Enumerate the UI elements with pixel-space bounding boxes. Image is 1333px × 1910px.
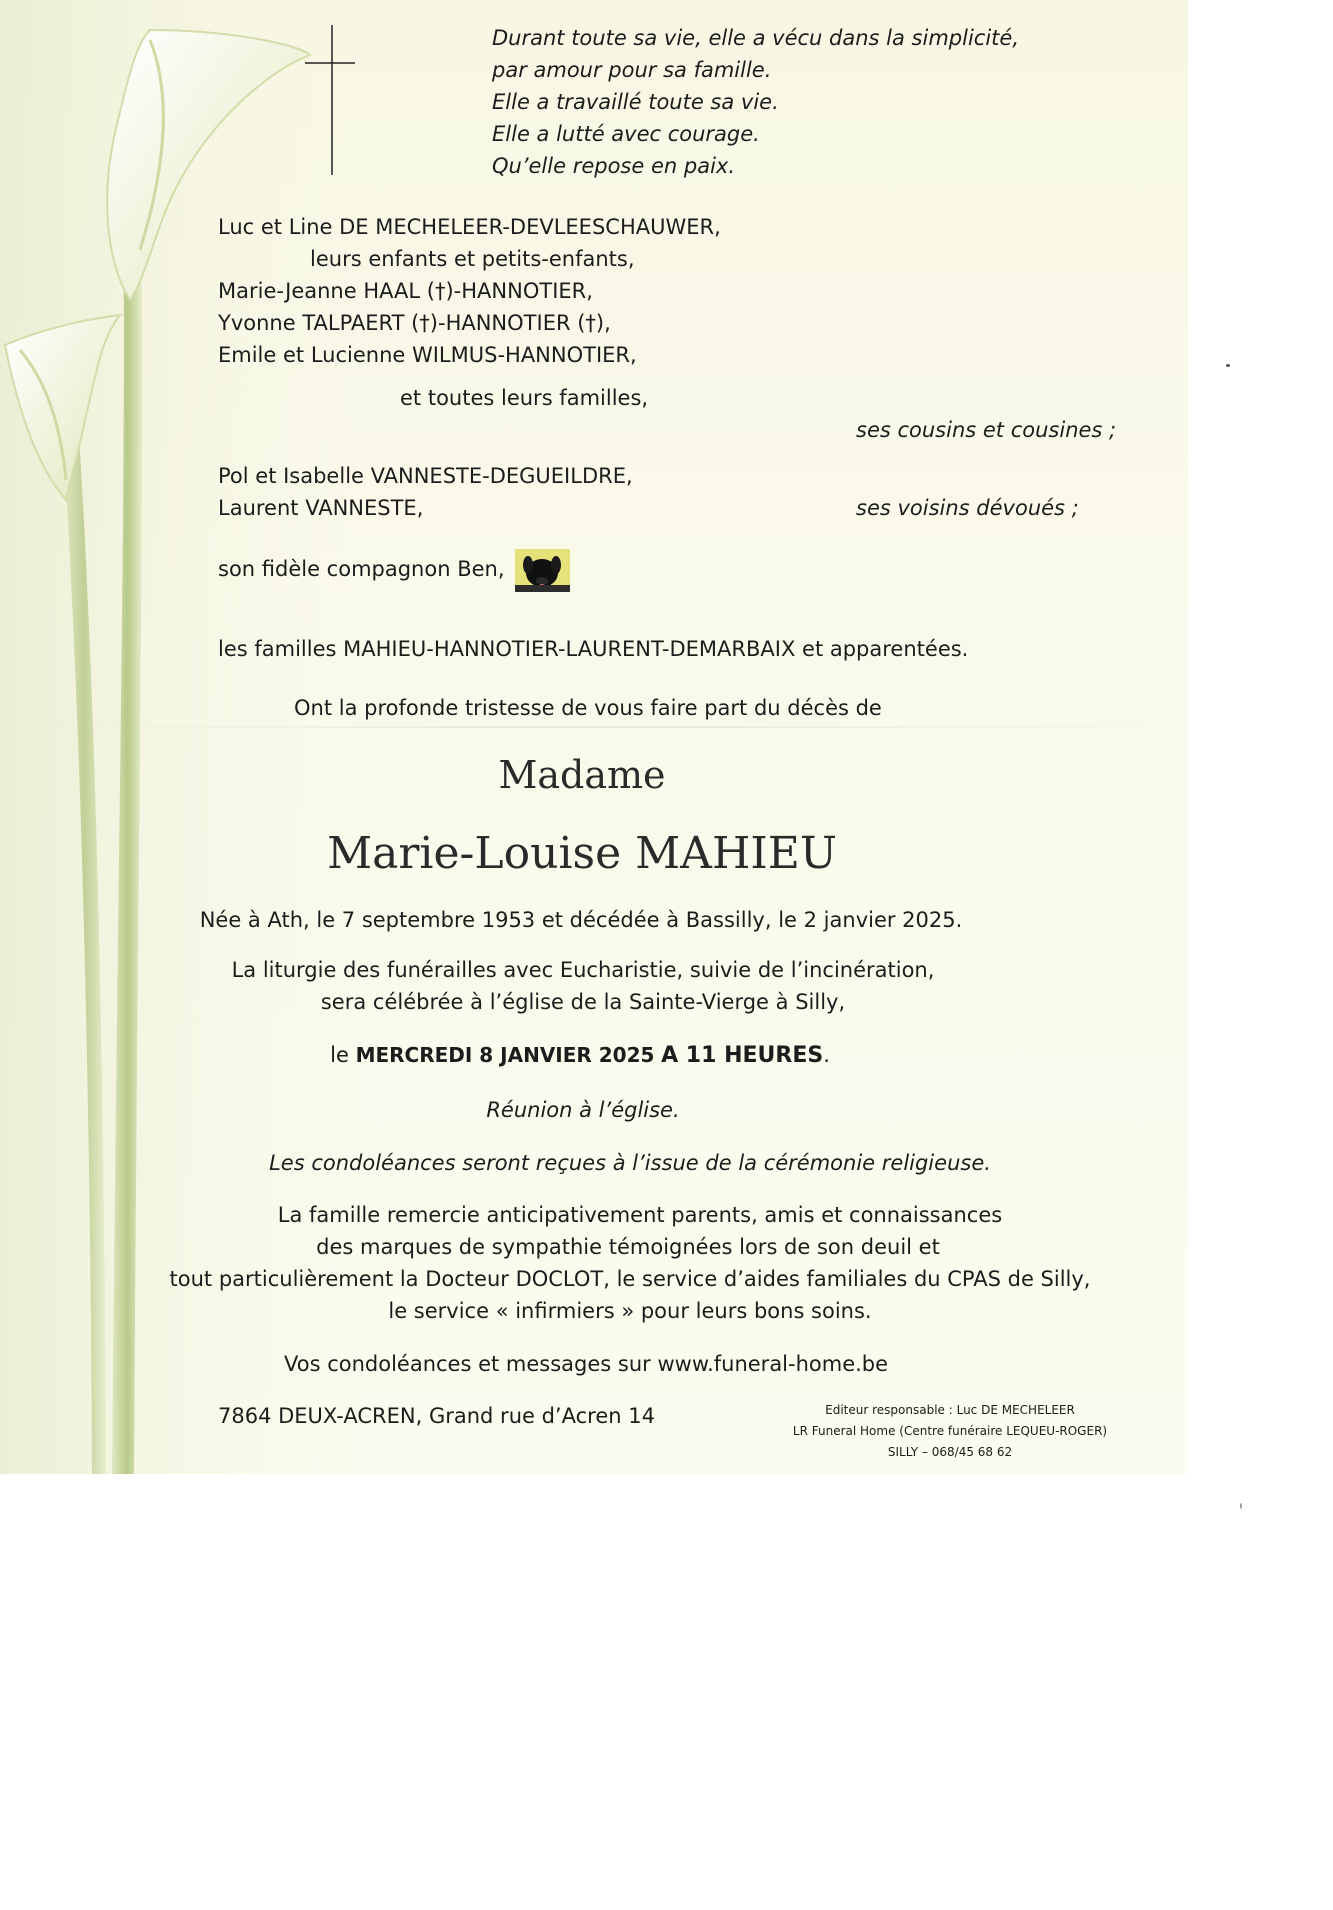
birth-death-line: Née à Ath, le 7 septembre 1953 et décédée à Bassilly, le 2 janvier 2025. [199, 908, 963, 932]
poem-line-2: par amour pour sa famille. [492, 58, 772, 82]
honorific: Madame [498, 753, 666, 797]
deceased-name: Marie-Louise MAHIEU [327, 828, 837, 879]
scan-speck [1226, 364, 1230, 367]
neighbors-label: ses voisins dévoués ; [856, 496, 1079, 520]
condolences-note: Les condoléances seront reçues à l’issue de la cérémonie religieuse. [269, 1151, 991, 1175]
poem-line-1: Durant toute sa vie, elle a vécu dans la simplicité, [492, 26, 1019, 50]
meeting-note: Réunion à l’église. [486, 1098, 680, 1122]
liturgy-line-1: La liturgie des funérailles avec Eucharistie, suivie de l’incinération, [231, 958, 935, 982]
companion-line: son fidèle compagnon Ben, [218, 557, 505, 581]
thanks-line-4: le service « infirmiers » pour leurs bons soins. [388, 1299, 872, 1323]
publisher-line-1: Editeur responsable : Luc DE MECHELEER [825, 1403, 1075, 1417]
family-line-2: leurs enfants et petits-enfants, [310, 247, 635, 271]
ceremony-date [330, 1045, 830, 1067]
family-line-1: Luc et Line DE MECHELEER-DEVLEESCHAUWER, [218, 215, 721, 239]
poem-line-3: Elle a travaillé toute sa vie. [492, 90, 779, 114]
cousins-label: ses cousins et cousines ; [856, 418, 1117, 442]
neighbors-line-2: Laurent VANNESTE, [218, 496, 424, 520]
cross-icon [300, 20, 360, 180]
thanks-line-2: des marques de sympathie témoignées lors de son deuil et [316, 1235, 940, 1259]
thanks-line-1: La famille remercie anticipativement parents, amis et connaissances [277, 1203, 1003, 1227]
dog-photo [515, 549, 570, 592]
publisher-line-2: LR Funeral Home (Centre funéraire LEQUEU-ROGER) [792, 1424, 1108, 1438]
neighbors-line-1: Pol et Isabelle VANNESTE-DEGUEILDRE, [218, 464, 633, 488]
address: 7864 DEUX-ACREN, Grand rue d’Acren 14 [218, 1404, 655, 1428]
announcement: Ont la profonde tristesse de vous faire part du décès de [294, 696, 882, 720]
family-line-3: Marie-Jeanne HAAL (†)-HANNOTIER, [218, 279, 593, 303]
family-line-4: Yvonne TALPAERT (†)-HANNOTIER (†), [218, 311, 611, 335]
poem-line-4: Elle a lutté avec courage. [492, 122, 760, 146]
publisher-line-3: SILLY – 068/45 68 62 [887, 1445, 1013, 1459]
ceremony-date-suffix: . [823, 1043, 830, 1067]
online-condolences: Vos condoléances et messages sur www.funeral-home.be [284, 1352, 889, 1376]
scan-speck [1240, 1503, 1242, 1509]
family-line-5: Emile et Lucienne WILMUS-HANNOTIER, [218, 343, 637, 367]
family-line-6: et toutes leurs familles, [400, 386, 649, 410]
liturgy-line-2: sera célébrée à l’église de la Sainte-Vierge à Silly, [320, 990, 846, 1014]
poem-line-5: Qu’elle repose en paix. [492, 154, 736, 178]
ceremony-date-time: A 11 HEURES [661, 1043, 824, 1068]
thanks-line-3: tout particulièrement la Docteur DOCLOT, le service d’aides familiales du CPAS de Silly, [169, 1267, 1091, 1291]
ceremony-date-prefix: le [330, 1043, 349, 1067]
ceremony-date-day: MERCREDI 8 JANVIER 2025 [355, 1043, 655, 1067]
families-line: les familles MAHIEU-HANNOTIER-LAURENT-DEMARBAIX et apparentées. [218, 637, 969, 661]
